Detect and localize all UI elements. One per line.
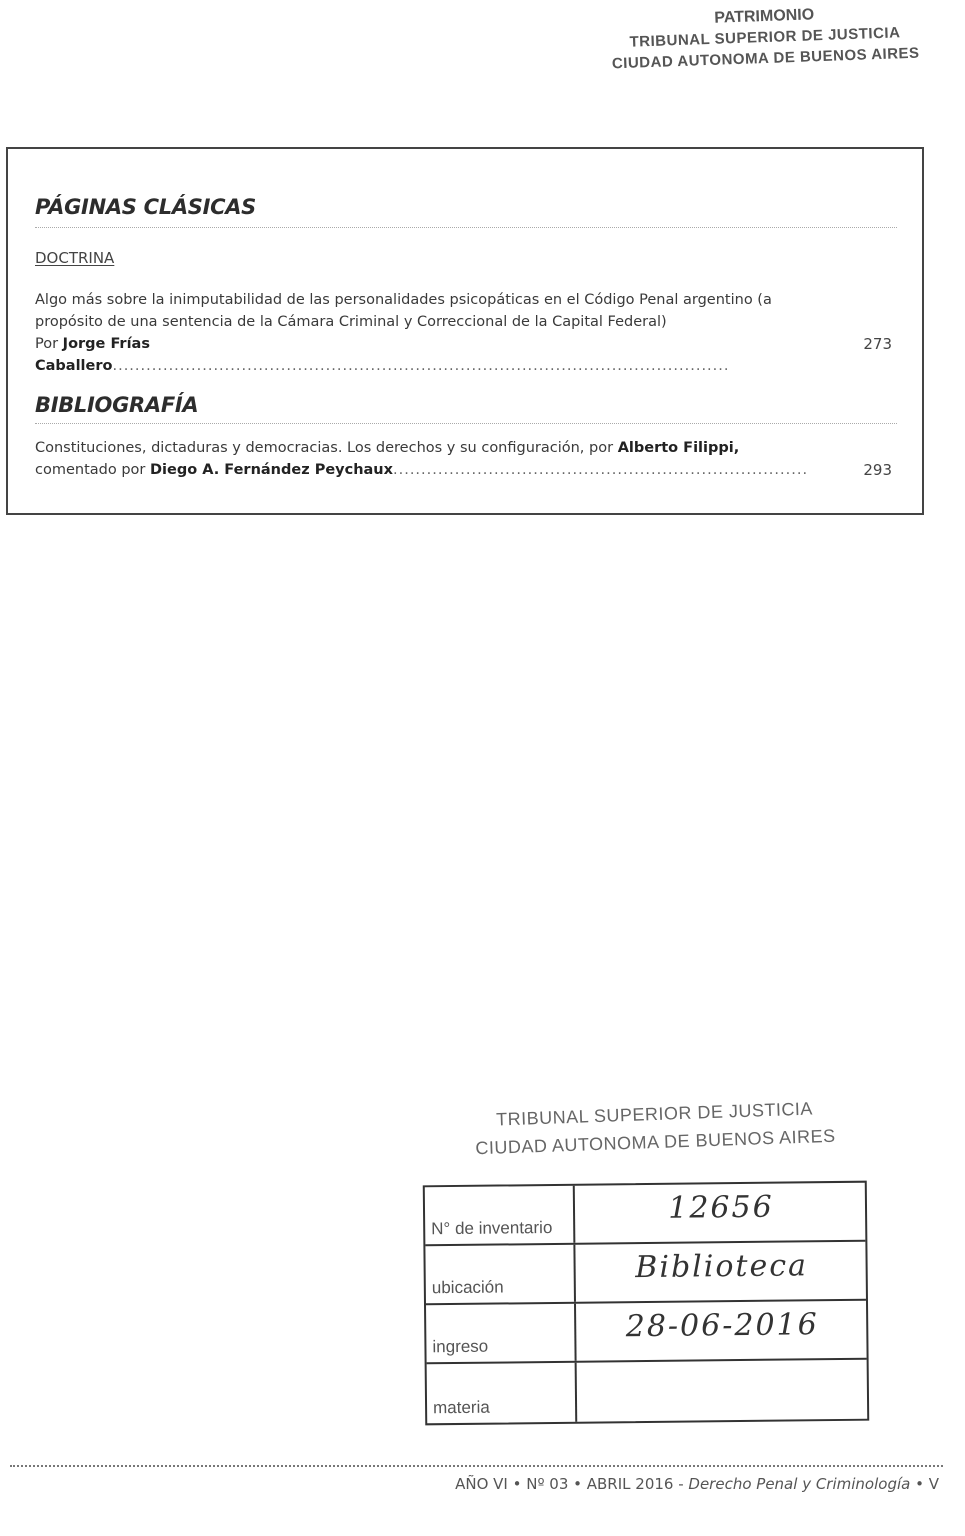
column-divider: [573, 1245, 576, 1302]
entry-leader: ..........................................................................: [393, 462, 809, 478]
entry-page-number: 293: [863, 461, 892, 479]
stamp-line: CIUDAD AUTONOMA DE BUENOS AIRES: [475, 1125, 836, 1159]
footer-journal: Derecho Penal y Criminología: [688, 1475, 911, 1493]
entry-author: Alberto Filippi,: [617, 440, 740, 456]
subsection-doctrina: DOCTRINA: [35, 249, 115, 267]
footer-page: • V: [910, 1475, 939, 1493]
inventory-value-handwritten: 28-06-2016: [625, 1307, 819, 1345]
page-footer: [455, 1475, 939, 1493]
stamp-line: TRIBUNAL SUPERIOR DE JUSTICIA: [629, 24, 901, 51]
stamp-line: TRIBUNAL SUPERIOR DE JUSTICIA: [495, 1098, 814, 1130]
inventory-value-handwritten: Biblioteca: [635, 1248, 809, 1286]
inventory-value-handwritten: 12656: [668, 1189, 774, 1226]
entry-title: Algo más sobre la inimputabilidad de las personalidades psicopáticas en el Código Penal argentino (a propósito de una sentencia de la Cámara Criminal y Correccional de la Capital Federal): [35, 292, 772, 330]
section-title-paginas-clasicas: PÁGINAS CLÁSICAS: [35, 195, 257, 219]
inventory-value-handwritten: [587, 1366, 859, 1369]
entry-page-number: 273: [863, 335, 892, 353]
inventory-row-number: [425, 1183, 866, 1247]
entry-author: Jorge Frías Caballero: [35, 336, 150, 374]
footer-issue: AÑO VI • Nº 03 • ABRIL 2016 -: [455, 1475, 689, 1493]
toc-entry[interactable]: [35, 289, 825, 377]
inventory-label: ingreso: [432, 1336, 489, 1357]
inventory-label: N° de inventario: [431, 1217, 553, 1239]
patrimonio-stamp: [574, 0, 956, 76]
section-title-bibliografia: BIBLIOGRAFÍA: [35, 393, 199, 417]
stamp-line: CIUDAD AUTONOMA DE BUENOS AIRES: [611, 44, 920, 73]
inventory-row-location: [425, 1242, 866, 1306]
inventory-row-entry-date: [426, 1301, 867, 1365]
inventory-row-subject: [427, 1360, 868, 1424]
entry-reviewer: Diego A. Fernández Peychaux: [149, 462, 393, 478]
toc-entry[interactable]: [35, 437, 825, 481]
tribunal-stamp: [419, 1092, 891, 1164]
column-divider: [573, 1186, 576, 1243]
entry-title: Constituciones, dictaduras y democracias. Los derechos y su configuración, por: [35, 440, 618, 456]
entry-leader: ..............................................................................................................: [112, 358, 730, 374]
inventory-table: [423, 1181, 869, 1426]
footer-divider: [10, 1465, 943, 1467]
inventory-label: ubicación: [431, 1277, 504, 1298]
entry-by-prefix: Por: [35, 336, 63, 352]
section-divider: [35, 227, 897, 228]
section-divider: [35, 423, 897, 424]
stamp-line: PATRIMONIO: [714, 6, 815, 27]
column-divider: [574, 1304, 577, 1361]
column-divider: [575, 1363, 578, 1422]
inventory-label: materia: [432, 1397, 490, 1418]
table-of-contents-box: [6, 147, 924, 515]
entry-commented-by: comentado por: [35, 462, 150, 478]
